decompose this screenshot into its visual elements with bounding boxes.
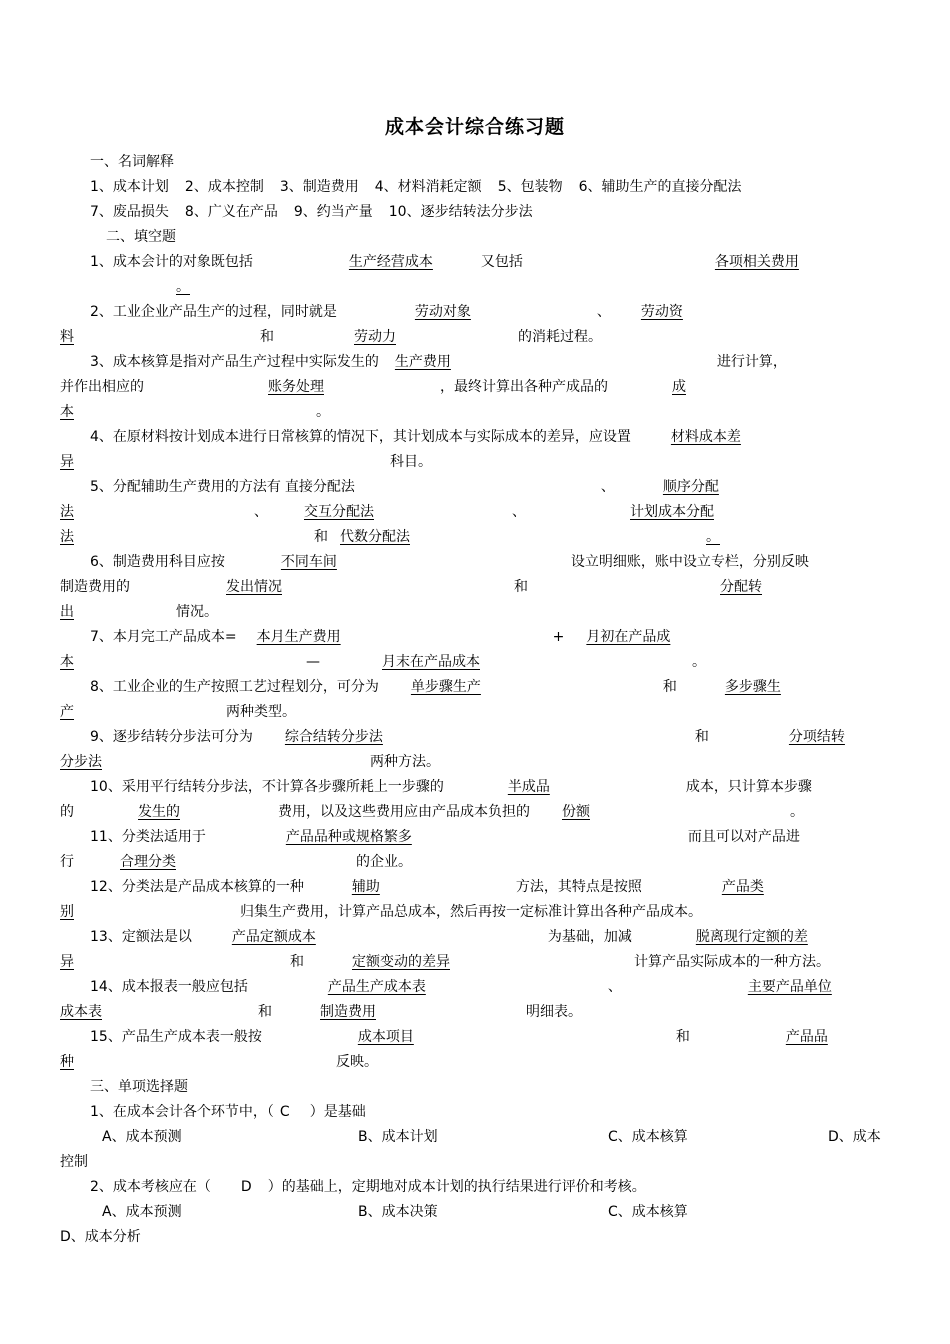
answer-blank: 生产经营成本 [348, 254, 433, 270]
fill-q9-cont: 分步法 两种方法。 [60, 754, 440, 770]
fill-q14-cont: 成本表 和 制造费用 明细表。 [60, 1004, 582, 1020]
term-item: 9、约当产量 [293, 204, 373, 220]
answer-blank [355, 479, 601, 495]
choice-answer: D [240, 1179, 252, 1195]
answer-blank: 产品定额成本 [231, 929, 316, 945]
fill-q2-cont: 料 和 劳动力 的消耗过程。 [60, 329, 602, 345]
answer-blank: 劳动资 [640, 304, 683, 320]
answer-blank: 分项结转 [788, 729, 845, 745]
answer-blank: 合理分类 [120, 854, 176, 870]
fill-q5: 5、分配辅助生产费用的方法有 直接分配法 、 顺序分配 [90, 479, 719, 495]
answer-blank: 半成品 [507, 779, 550, 795]
answer-blank: 发出情况 [226, 579, 282, 595]
answer-blank: 定额变动的差异 [352, 954, 450, 970]
answer-blank: 本 [60, 654, 74, 670]
fill-q12-cont: 别 归集生产费用，计算产品总成本，然后再按一定标准计算出各种产品成本。 [60, 904, 702, 920]
answer-blank: 出 [60, 604, 74, 620]
term-item: 5、包装物 [497, 179, 563, 195]
answer-blank: 单步骤生产 [410, 679, 481, 695]
answer-blank: 料 [60, 329, 74, 345]
answer-blank: 综合结转分步法 [284, 729, 383, 745]
term-item: 10、逐步结转法分步法 [388, 204, 533, 220]
fill-q1: 1、成本会计的对象既包括 生产经营成本 又包括 各项相关费用 [90, 252, 847, 272]
choice-q1-option-a: A、成本预测 [102, 1129, 182, 1145]
answer-blank: 份额 [562, 804, 590, 820]
answer-blank: 交互分配法 [304, 504, 374, 520]
fill-q15: 15、产品生产成本表一般按 成本项目 和 产品品 [90, 1029, 828, 1045]
fill-q2: 2、工业企业产品生产的过程，同时就是 劳动对象 、 劳动资 [90, 304, 683, 320]
fill-q9: 9、逐步结转分步法可分为 综合结转分步法 和 分项结转 [90, 729, 845, 745]
answer-blank: 月末在产品成本 [382, 654, 480, 670]
answer-blank: 别 [60, 904, 74, 920]
answer-blank: 主要产品单位 [747, 979, 832, 995]
answer-blank: 材料成本差 [670, 429, 741, 445]
answer-blank: 劳动对象 [414, 304, 471, 320]
fill-q5-cont2: 法 和 代数分配法 。 [60, 527, 732, 547]
section3-heading: 三、单项选择题 [90, 1079, 188, 1095]
answer-blank: 产品品种或规格繁多 [285, 829, 412, 845]
fill-q6-cont: 制造费用的 发出情况 和 分配转 [60, 579, 762, 595]
answer-blank: 代数分配法 。 [340, 529, 720, 545]
answer-blank: 本月生产费用 [256, 629, 341, 645]
answer-blank: 本 [60, 404, 74, 420]
fill-q8: 8、工业企业的生产按照工艺过程划分，可分为 单步骤生产 和 多步骤生 [90, 679, 781, 695]
fill-q14: 14、成本报表一般应包括 产品生产成本表 、 主要产品单位 [90, 979, 832, 995]
fill-q10: 10、采用平行结转分步法，不计算各步骤所耗上一步骤的 半成品 成本，只计算本步骤 [90, 779, 812, 795]
choice-q2-option-c: C、成本核算 [608, 1204, 688, 1220]
fill-q3-cont2: 本 。 [60, 404, 330, 420]
fill-q3-cont: 并作出相应的 账务处理 ，最终计算出各种产成品的 成 [60, 377, 690, 397]
answer-blank: 生产费用 [394, 354, 451, 370]
answer-blank: 异 [60, 454, 74, 470]
answer-blank: 不同车间 [280, 554, 337, 570]
fill-q13: 13、定额法是以 产品定额成本 为基础，加减 脱离现行定额的差 [90, 929, 808, 945]
answer-blank: 种 [60, 1054, 74, 1070]
fill-q10-cont: 的 发生的 费用，以及这些费用应由产品成本负担的 份额 。 [60, 804, 804, 820]
fill-q5-cont: 法 、 交互分配法 、 计划成本分配 [60, 504, 714, 520]
term-item: 2、成本控制 [184, 179, 264, 195]
answer-blank: 分步法 [60, 754, 102, 770]
answer-blank: 分配转 [720, 579, 762, 595]
choice-answer: C [279, 1104, 290, 1120]
choice-q1-option-c: C、成本核算 [608, 1129, 688, 1145]
answer-blank: 产品类 [721, 879, 764, 895]
choice-q1-option-b: B、成本计划 [358, 1129, 438, 1145]
choice-q1-option-d-cont: 控制 [60, 1154, 88, 1170]
answer-blank: 计划成本分配 [630, 504, 714, 520]
answer-blank: 成本项目 [357, 1029, 414, 1045]
answer-blank: 制造费用 [320, 1004, 376, 1020]
answer-blank: 顺序分配 [662, 479, 719, 495]
answer-blank: 月初在产品成 [586, 629, 671, 645]
answer-blank: 产品品 [785, 1029, 828, 1045]
fill-q12: 12、分类法是产品成本核算的一种 辅助 方法，其特点是按照 产品类 [90, 879, 764, 895]
fill-q15-cont: 种 反映。 [60, 1054, 378, 1070]
answer-blank: 法 [60, 504, 74, 520]
term-item: 8、广义在产品 [184, 204, 278, 220]
answer-blank: 各项相关费用 [714, 254, 799, 270]
fill-q11: 11、分类法适用于 产品品种或规格繁多 而且可以对产品进 [90, 829, 800, 845]
choice-q2-option-d: D、成本分析 [60, 1229, 141, 1245]
answer-blank: 发生的 [138, 804, 180, 820]
answer-blank: 异 [60, 954, 74, 970]
fill-q6: 6、制造费用科目应按 不同车间 设立明细账，账中设立专栏，分别反映 [90, 554, 809, 570]
answer-blank: 劳动力 [354, 329, 396, 345]
fill-q6-cont2: 出 情况。 [60, 604, 218, 620]
answer-blank: 。 [176, 279, 190, 295]
section2-heading: 二、填空题 [106, 229, 176, 245]
term-item: 3、制造费用 [279, 179, 359, 195]
choice-q2-option-b: B、成本决策 [358, 1204, 438, 1220]
answer-blank: 成本表 [60, 1004, 102, 1020]
fill-q8-cont: 产 两种类型。 [60, 704, 296, 720]
fill-q7: 7、本月完工产品成本= 本月生产费用 + 月初在产品成 [90, 629, 671, 645]
fill-q4: 4、在原材料按计划成本进行日常核算的情况下，其计划成本与实际成本的差异，应设置 材料成本差 [90, 429, 741, 445]
answer-blank: 产 [60, 704, 74, 720]
answer-blank: 产品生产成本表 [327, 979, 426, 995]
answer-blank: 成 [672, 379, 686, 395]
fill-q7-cont: 本 — 月末在产品成本 。 [60, 654, 706, 670]
answer-blank: 辅助 [351, 879, 380, 895]
fill-q4-cont: 异 科目。 [60, 454, 432, 470]
answer-blank: 账务处理 [268, 379, 324, 395]
answer-blank: 脱离现行定额的差 [695, 929, 808, 945]
choice-q1-stem: 1、在成本会计各个环节中，（ C ）是基础 [90, 1104, 366, 1120]
choice-q2-stem: 2、成本考核应在（ D ）的基础上，定期地对成本计划的执行结果进行评价和考核。 [90, 1179, 646, 1195]
term-item: 6、辅助生产的直接分配法 [578, 179, 742, 195]
answer-blank: 多步骤生 [724, 679, 781, 695]
fill-q3: 3、成本核算是指对产品生产过程中实际发生的 生产费用 进行计算， [90, 354, 787, 370]
term-item: 7、废品损失 [90, 204, 169, 220]
term-row-2 [90, 202, 533, 222]
fill-q13-cont: 异 和 定额变动的差异 计算产品实际成本的一种方法。 [60, 954, 830, 970]
choice-q2-option-a: A、成本预测 [102, 1204, 182, 1220]
fill-q1-cont [60, 277, 198, 297]
term-row-1 [90, 177, 742, 197]
term-item: 4、材料消耗定额 [374, 179, 482, 195]
choice-q1-option-d: D、成本 [828, 1129, 881, 1145]
fill-q11-cont: 行 合理分类 的企业。 [60, 854, 412, 870]
term-item: 1、成本计划 [90, 179, 169, 195]
answer-blank: 法 [60, 529, 74, 545]
section1-heading: 一、名词解释 [90, 154, 174, 170]
page-title: 成本会计综合练习题 [384, 116, 565, 138]
